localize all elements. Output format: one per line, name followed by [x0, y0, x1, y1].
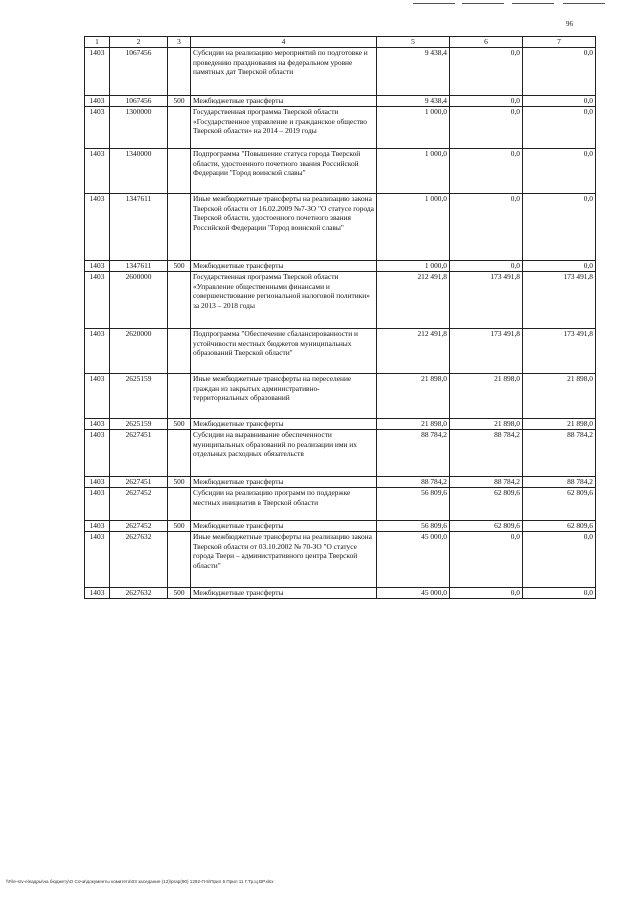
header-cell-7: 7 [523, 37, 596, 48]
amount-col6: 21 898,0 [450, 419, 523, 430]
table-row [85, 477, 596, 488]
section-code: 1403 [85, 194, 110, 261]
amount-col5: 9 438,4 [377, 48, 450, 96]
article-code: 2627632 [110, 532, 168, 588]
article-code: 1300000 [110, 107, 168, 149]
expense-type-code: 500 [168, 96, 191, 107]
table-row [85, 374, 596, 419]
file-path-footer: \\File-srv-e\кадры\на бюджету\О Сочи\документы комитета\03 заседание (12)\ргар(90) 1292-П-5\Прил 5 Прил 11 Г.Тр.Ц.ВР.xlsx [6, 879, 274, 884]
table-row [85, 588, 596, 599]
amount-col6: 62 809,6 [450, 488, 523, 521]
section-code: 1403 [85, 48, 110, 96]
item-name: Иные межбюджетные трансферты на переселение граждан из закрытых административно-территориальных образований [191, 374, 377, 419]
table-row [85, 430, 596, 477]
top-rule-middle [462, 3, 504, 4]
amount-col6: 0,0 [450, 48, 523, 96]
amount-col6: 88 784,2 [450, 430, 523, 477]
budget-table [84, 36, 596, 599]
expense-type-code: 500 [168, 261, 191, 272]
article-code: 2627451 [110, 477, 168, 488]
amount-col5: 1 000,0 [377, 149, 450, 194]
item-name: Субсидии на реализацию мероприятий по подготовке и проведению празднования на федеральном уровне памятных дат Тверской области [191, 48, 377, 96]
amount-col6: 88 784,2 [450, 477, 523, 488]
article-code: 1340000 [110, 149, 168, 194]
article-code: 2627452 [110, 488, 168, 521]
top-rule-right [512, 3, 554, 4]
table-row [85, 96, 596, 107]
article-code: 2600000 [110, 272, 168, 329]
item-name: Государственная программа Тверской области «Управление общественными финансами и совершенствование региональной налоговой политики» за 2013 – 2018 годы [191, 272, 377, 329]
item-name: Межбюджетные трансферты [191, 521, 377, 532]
table-row [85, 329, 596, 374]
table-row [85, 488, 596, 521]
article-code: 2625159 [110, 419, 168, 430]
amount-col7: 0,0 [523, 261, 596, 272]
amount-col6: 0,0 [450, 107, 523, 149]
section-code: 1403 [85, 532, 110, 588]
amount-col6: 0,0 [450, 261, 523, 272]
table-row [85, 107, 596, 149]
amount-col7: 0,0 [523, 532, 596, 588]
header-cell-6: 6 [450, 37, 523, 48]
section-code: 1403 [85, 588, 110, 599]
expense-type-code [168, 107, 191, 149]
article-code: 1067456 [110, 48, 168, 96]
expense-type-code [168, 329, 191, 374]
amount-col5: 1 000,0 [377, 107, 450, 149]
expense-type-code [168, 430, 191, 477]
article-code: 1347611 [110, 261, 168, 272]
section-code: 1403 [85, 261, 110, 272]
section-code: 1403 [85, 329, 110, 374]
amount-col7: 88 784,2 [523, 430, 596, 477]
section-code: 1403 [85, 477, 110, 488]
section-code: 1403 [85, 419, 110, 430]
table-row [85, 419, 596, 430]
expense-type-code [168, 272, 191, 329]
item-name: Подпрограмма "Повышение статуса города Тверской области, удостоенного почетного звания Российской Федерации "Город воинской славы" [191, 149, 377, 194]
expense-type-code [168, 374, 191, 419]
amount-col5: 1 000,0 [377, 261, 450, 272]
article-code: 1067456 [110, 96, 168, 107]
article-code: 2627451 [110, 430, 168, 477]
amount-col7: 173 491,8 [523, 329, 596, 374]
expense-type-code [168, 532, 191, 588]
article-code: 2620000 [110, 329, 168, 374]
item-name: Межбюджетные трансферты [191, 419, 377, 430]
item-name: Иные межбюджетные трансферты на реализацию закона Тверской области от 16.02.2009 №7-ЗО "О статусе города Тверской области, удостоенного почетного звания Российской Федерации "Город воинской славы" [191, 194, 377, 261]
header-cell-2: 2 [110, 37, 168, 48]
item-name: Иные межбюджетные трансферты на реализацию закона Тверской области от 03.10.2002 № 70-ЗО "О статусе города Твери – административного центра Тверской области" [191, 532, 377, 588]
article-code: 2627632 [110, 588, 168, 599]
expense-type-code: 500 [168, 477, 191, 488]
amount-col6: 0,0 [450, 588, 523, 599]
amount-col5: 212 491,8 [377, 272, 450, 329]
item-name: Межбюджетные трансферты [191, 261, 377, 272]
top-rule-left [413, 3, 455, 4]
expense-type-code: 500 [168, 588, 191, 599]
table-row [85, 194, 596, 261]
amount-col6: 0,0 [450, 194, 523, 261]
section-code: 1403 [85, 272, 110, 329]
table-row [85, 272, 596, 329]
expense-type-code: 500 [168, 419, 191, 430]
item-name: Государственная программа Тверской области «Государственное управление и гражданское общество Тверской области» на 2014 – 2019 годы [191, 107, 377, 149]
amount-col5: 21 898,0 [377, 419, 450, 430]
amount-col7: 0,0 [523, 96, 596, 107]
amount-col5: 9 438,4 [377, 96, 450, 107]
amount-col7: 0,0 [523, 588, 596, 599]
amount-col7: 0,0 [523, 107, 596, 149]
table-row [85, 48, 596, 96]
amount-col5: 56 809,6 [377, 521, 450, 532]
amount-col7: 62 809,6 [523, 521, 596, 532]
amount-col7: 21 898,0 [523, 419, 596, 430]
page-number: 96 [566, 20, 573, 28]
top-rule-far [563, 3, 605, 4]
expense-type-code: 500 [168, 521, 191, 532]
section-code: 1403 [85, 107, 110, 149]
amount-col6: 0,0 [450, 532, 523, 588]
article-code: 2625159 [110, 374, 168, 419]
header-row [85, 37, 596, 48]
amount-col5: 1 000,0 [377, 194, 450, 261]
expense-type-code [168, 48, 191, 96]
amount-col5: 21 898,0 [377, 374, 450, 419]
amount-col6: 62 809,6 [450, 521, 523, 532]
amount-col7: 173 491,8 [523, 272, 596, 329]
section-code: 1403 [85, 96, 110, 107]
expense-type-code [168, 194, 191, 261]
article-code: 2627452 [110, 521, 168, 532]
amount-col7: 0,0 [523, 194, 596, 261]
table-row [85, 149, 596, 194]
item-name: Субсидии на выравнивание обеспеченности муниципальных образований по реализации ими их отдельных расходных обязательств [191, 430, 377, 477]
item-name: Субсидии на реализацию программ по поддержке местных инициатив в Тверской области [191, 488, 377, 521]
item-name: Межбюджетные трансферты [191, 477, 377, 488]
table-row [85, 532, 596, 588]
expense-type-code [168, 149, 191, 194]
table-row [85, 261, 596, 272]
amount-col5: 212 491,8 [377, 329, 450, 374]
amount-col6: 173 491,8 [450, 272, 523, 329]
amount-col5: 56 809,6 [377, 488, 450, 521]
item-name: Межбюджетные трансферты [191, 96, 377, 107]
section-code: 1403 [85, 149, 110, 194]
amount-col5: 88 784,2 [377, 430, 450, 477]
header-cell-5: 5 [377, 37, 450, 48]
section-code: 1403 [85, 374, 110, 419]
item-name: Межбюджетные трансферты [191, 588, 377, 599]
header-cell-4: 4 [191, 37, 377, 48]
amount-col6: 173 491,8 [450, 329, 523, 374]
amount-col7: 0,0 [523, 149, 596, 194]
amount-col7: 21 898,0 [523, 374, 596, 419]
amount-col7: 88 784,2 [523, 477, 596, 488]
table-row [85, 521, 596, 532]
amount-col5: 88 784,2 [377, 477, 450, 488]
expense-type-code [168, 488, 191, 521]
section-code: 1403 [85, 430, 110, 477]
section-code: 1403 [85, 488, 110, 521]
amount-col6: 21 898,0 [450, 374, 523, 419]
amount-col5: 45 000,0 [377, 588, 450, 599]
article-code: 1347611 [110, 194, 168, 261]
amount-col5: 45 000,0 [377, 532, 450, 588]
header-cell-3: 3 [168, 37, 191, 48]
section-code: 1403 [85, 521, 110, 532]
amount-col7: 62 809,6 [523, 488, 596, 521]
header-cell-1: 1 [85, 37, 110, 48]
amount-col6: 0,0 [450, 149, 523, 194]
item-name: Подпрограмма "Обеспечение сбалансированности и устойчивости местных бюджетов муниципальных образований Тверской области" [191, 329, 377, 374]
amount-col6: 0,0 [450, 96, 523, 107]
amount-col7: 0,0 [523, 48, 596, 96]
